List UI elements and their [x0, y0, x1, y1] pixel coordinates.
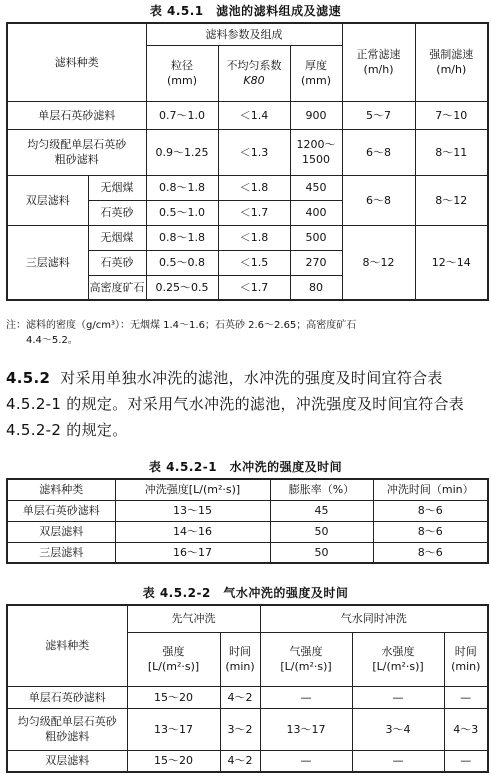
media-type-cell: 三层滤料: [7, 542, 115, 563]
header-time-2: 时间 (min): [444, 632, 488, 686]
header-normal-rate: 正常滤速 (m/h): [342, 23, 415, 101]
expansion-rate-cell: 50: [270, 542, 373, 563]
table-row: [7, 500, 488, 521]
intensity-cell: 15～20: [127, 750, 220, 772]
material-cell: 无烟煤: [88, 175, 146, 200]
forced-rate-cell: 8～11: [415, 129, 488, 175]
header-air-water-simultaneous: 气水同时冲洗: [260, 605, 488, 632]
grain-size-cell: 0.5～0.8: [146, 250, 218, 275]
header-air-intensity: 气强度 [L/(m²·s)]: [260, 632, 352, 686]
header-media-type: 滤料种类: [7, 23, 146, 101]
table-row: [7, 521, 488, 542]
table-caption-4-5-2-2: 表 4.5.2-2 气水冲洗的强度及时间: [142, 586, 349, 600]
header-coefficient: 不均匀系数 K80: [218, 45, 290, 101]
table-caption-4-5-1: 表 4.5.1 滤池的滤料组成及滤速: [149, 4, 342, 18]
media-type-cell: 单层石英砂滤料: [7, 686, 127, 708]
grain-size-cell: 0.9～1.25: [146, 129, 218, 175]
coefficient-cell: ＜1.7: [218, 275, 290, 300]
material-cell: 无烟煤: [88, 225, 146, 250]
coefficient-cell: ＜1.7: [218, 200, 290, 225]
air-intensity-cell: 13～17: [260, 708, 352, 750]
coefficient-cell: ＜1.3: [218, 129, 290, 175]
header-wash-intensity: 冲洗强度[L/(m²·s)]: [115, 479, 270, 500]
media-type-cell: 三层滤料: [7, 225, 88, 300]
air-water-wash-table: [6, 604, 489, 773]
normal-rate-cell: 5～7: [342, 101, 415, 129]
table-row: [7, 708, 488, 750]
grain-size-cell: 0.8～1.8: [146, 175, 218, 200]
time-2-cell: —: [444, 686, 488, 708]
header-time: 时间 (min): [220, 632, 260, 686]
forced-rate-cell: 7～10: [415, 101, 488, 129]
table-row: [7, 101, 488, 129]
normal-rate-cell: 8～12: [342, 225, 415, 300]
clause-number: 4.5.2: [6, 369, 51, 387]
intensity-cell: 13～17: [127, 708, 220, 750]
table-header-row: [7, 23, 488, 45]
time-2-cell: —: [444, 750, 488, 772]
air-intensity-cell: —: [260, 750, 352, 772]
clause-4-5-2: [6, 365, 486, 443]
table-caption-4-5-2-1: 表 4.5.2-1 水冲洗的强度及时间: [148, 460, 343, 474]
thickness-cell: 270: [290, 250, 342, 275]
material-cell: 高密度矿石: [88, 275, 146, 300]
time-cell: 4～2: [220, 686, 260, 708]
time-2-cell: 4～3: [444, 708, 488, 750]
wash-intensity-cell: 13～15: [115, 500, 270, 521]
time-cell: 4～2: [220, 750, 260, 772]
time-cell: 3～2: [220, 708, 260, 750]
grain-size-cell: 0.7～1.0: [146, 101, 218, 129]
table-row: [7, 750, 488, 772]
coefficient-cell: ＜1.4: [218, 101, 290, 129]
header-expansion-rate: 膨胀率（%）: [270, 479, 373, 500]
wash-time-cell: 8～6: [373, 500, 488, 521]
thickness-cell: 1200～ 1500: [290, 129, 342, 175]
media-type-cell: 均匀级配单层石英砂 粗砂滤料: [7, 708, 127, 750]
coefficient-cell: ＜1.8: [218, 225, 290, 250]
thickness-cell: 900: [290, 101, 342, 129]
header-thickness: 厚度 (mm): [290, 45, 342, 101]
normal-rate-cell: 6～8: [342, 175, 415, 225]
media-type-cell: 单层石英砂滤料: [7, 500, 115, 521]
header-media-type: 滤料种类: [7, 605, 127, 686]
forced-rate-cell: 12～14: [415, 225, 488, 300]
header-water-intensity: 水强度 [L/(m²·s)]: [352, 632, 444, 686]
thickness-cell: 500: [290, 225, 342, 250]
header-grain-size: 粒径 (mm): [146, 45, 218, 101]
material-cell: 石英砂: [88, 200, 146, 225]
wash-time-cell: 8～6: [373, 542, 488, 563]
header-intensity: 强度 [L/(m²·s)]: [127, 632, 220, 686]
water-intensity-cell: —: [352, 750, 444, 772]
table-row: [7, 129, 488, 175]
table-row: [7, 542, 488, 563]
media-type-cell: 均匀级配单层石英砂 粗砂滤料: [7, 129, 146, 175]
table-row: [7, 225, 488, 250]
wash-intensity-cell: 14～16: [115, 521, 270, 542]
intensity-cell: 15～20: [127, 686, 220, 708]
wash-intensity-cell: 16～17: [115, 542, 270, 563]
media-type-cell: 双层滤料: [7, 521, 115, 542]
expansion-rate-cell: 45: [270, 500, 373, 521]
media-type-cell: 单层石英砂滤料: [7, 101, 146, 129]
grain-size-cell: 0.5～1.0: [146, 200, 218, 225]
normal-rate-cell: 6～8: [342, 129, 415, 175]
grain-size-cell: 0.8～1.8: [146, 225, 218, 250]
water-intensity-cell: 3～4: [352, 708, 444, 750]
clause-text: 对采用单独水冲洗的滤池，水冲洗的强度及时间宜符合表 4.5.2-1 的规定。对采用气水冲洗的滤池，冲洗强度及时间宜符合表 4.5.2-2 的规定。: [6, 369, 465, 439]
wash-time-cell: 8～6: [373, 521, 488, 542]
thickness-cell: 450: [290, 175, 342, 200]
header-params: 滤料参数及组成: [146, 23, 342, 45]
table-header-row: [7, 479, 488, 500]
table-header-row: [7, 605, 488, 632]
grain-size-cell: 0.25～0.5: [146, 275, 218, 300]
header-wash-time: 冲洗时间（min）: [373, 479, 488, 500]
material-cell: 石英砂: [88, 250, 146, 275]
water-wash-table: [6, 478, 489, 564]
media-type-cell: 双层滤料: [7, 175, 88, 225]
water-intensity-cell: —: [352, 686, 444, 708]
table-note: 注：滤料的密度（g/cm³）：无烟煤 1.4～1.6；石英砂 2.6～2.65；高密度矿石 4.4～5.2。: [6, 320, 357, 346]
thickness-cell: 400: [290, 200, 342, 225]
header-media-type: 滤料种类: [7, 479, 115, 500]
header-forced-rate: 强制滤速 (m/h): [415, 23, 488, 101]
expansion-rate-cell: 50: [270, 521, 373, 542]
coefficient-cell: ＜1.8: [218, 175, 290, 200]
thickness-cell: 80: [290, 275, 342, 300]
forced-rate-cell: 8～12: [415, 175, 488, 225]
air-intensity-cell: —: [260, 686, 352, 708]
media-type-cell: 双层滤料: [7, 750, 127, 772]
table-row: [7, 686, 488, 708]
table-row: [7, 175, 488, 200]
header-air-first: 先气冲洗: [127, 605, 260, 632]
filter-media-table: [6, 22, 489, 301]
coefficient-cell: ＜1.5: [218, 250, 290, 275]
